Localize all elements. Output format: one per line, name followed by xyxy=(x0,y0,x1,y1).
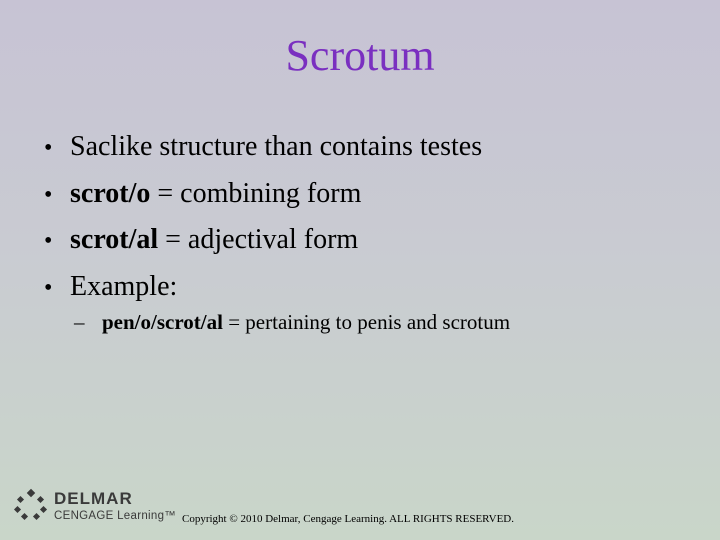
bullet-dot: • xyxy=(44,228,53,254)
bullet-text: Saclike structure than contains testes xyxy=(70,131,483,162)
bullet-item xyxy=(44,124,684,171)
slide-title: Scrotum xyxy=(285,31,435,80)
delmar-logo-icon xyxy=(14,488,48,522)
bullet-list xyxy=(44,124,684,310)
logo-wordmark: DELMAR xyxy=(54,489,133,508)
bullet-term: scrot/o xyxy=(70,177,151,209)
sub-bullet-dash: – xyxy=(74,310,85,334)
sub-bullet-item xyxy=(74,307,510,337)
bullet-text: Example: xyxy=(70,270,178,302)
bullet-dot: • xyxy=(44,274,53,301)
bullet-text: = adjectival form xyxy=(158,224,359,255)
bullet-dot: • xyxy=(44,135,53,161)
footer xyxy=(14,486,714,530)
logo-subtitle xyxy=(54,510,176,522)
sub-bullet-text: = pertaining to penis and scrotum xyxy=(222,310,511,334)
bullet-item xyxy=(44,264,684,311)
sub-bullet-term: pen/o/scrot/al xyxy=(102,310,223,334)
bullet-dot: • xyxy=(44,181,53,208)
bullet-item xyxy=(44,217,684,264)
trademark-symbol: ™ xyxy=(164,510,177,522)
bullet-text: = combining form xyxy=(150,177,362,209)
logo-subtitle-text: CENGAGE Learning xyxy=(54,510,165,522)
copyright-notice: Copyright © 2010 Delmar, Cengage Learning. ALL RIGHTS RESERVED. xyxy=(182,513,514,525)
bullet-item xyxy=(44,171,684,218)
bullet-term: scrot/al xyxy=(70,224,159,255)
